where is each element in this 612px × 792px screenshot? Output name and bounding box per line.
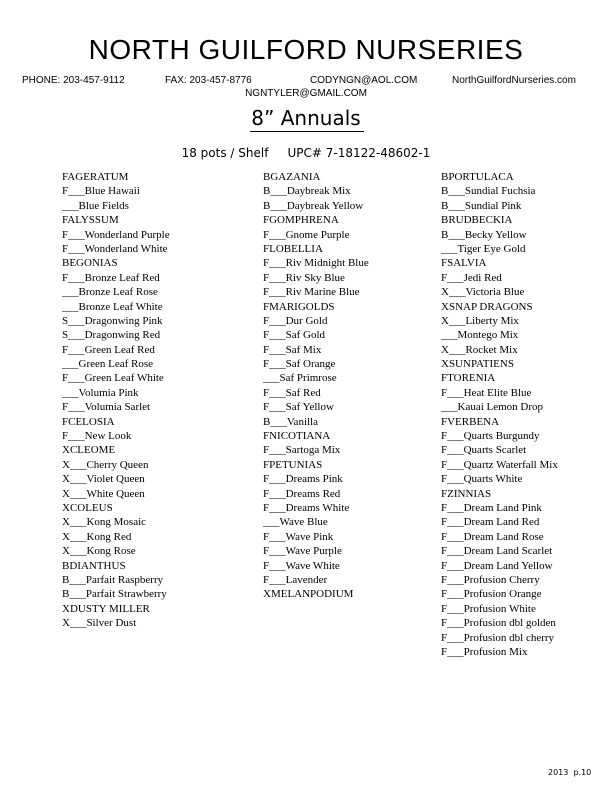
plant-entry: FMARIGOLDS [263,300,335,313]
plant-entry: ___Montego Mix [441,329,519,342]
plant-entry: ___Volumia Pink [62,386,139,399]
plant-entry: F___Dreams White [263,501,350,514]
plant-entry: X___White Queen [62,487,145,500]
plant-entry: X___Victoria Blue [441,286,525,299]
plant-entry: F___Quarts Burgundy [441,430,540,443]
plant-entry: F___Bronze Leaf Red [62,271,160,284]
plant-entry: F___Wave Purple [263,545,342,558]
plant-entry: X___Violet Queen [62,473,145,486]
plant-entry: F___Dream Land Pink [441,501,542,514]
plant-entry: F___Blue Hawaii [62,185,140,198]
plant-entry: FGOMPHRENA [263,214,339,227]
plant-entry: ___Green Leaf Rose [62,358,154,371]
plant-entry: F___Wave Pink [263,530,334,543]
plant-entry: F___Quarts Scarlet [441,444,527,457]
plant-entry: F___Heat Elite Blue [441,386,532,399]
plant-entry: FVERBENA [441,415,500,428]
plant-entry: B___Sundial Fuchsia [441,185,536,198]
plant-entry: ___Wave Blue [263,516,328,529]
plant-entry: FNICOTIANA [263,430,331,443]
plant-entry: F___Quarts White [441,473,523,486]
plant-entry: F___Saf Gold [263,329,326,342]
plant-entry: X___Kong Rose [62,545,136,558]
plant-entry: F___Riv Midnight Blue [263,257,369,270]
plant-entry: XSUNPATIENS [441,358,514,371]
plant-entry: B___Sundial Pink [441,199,522,212]
plant-entry: BRUDBECKIA [441,214,513,227]
plant-entry: FLOBELLIA [263,242,323,255]
plant-entry: B___Vanilla [263,415,318,428]
plant-entry: F___Dreams Red [263,487,341,500]
fax-number: FAX: 203-457-8776 [165,75,252,86]
plant-entry: BPORTULACA [441,171,514,183]
plant-entry: ___Blue Fields [62,199,129,212]
plant-entry: BEGONIAS [62,257,118,270]
section-subtitle: 8” Annuals [251,106,361,130]
plant-entry: F___Riv Sky Blue [263,271,345,284]
plant-entry: X___Kong Mosaic [62,516,147,529]
plant-entry: F___Volumia Sarlet [62,401,151,414]
subtitle-underline [250,131,364,132]
plant-entry: FCELOSIA [62,415,115,428]
plant-entry: FAGERATUM [62,171,129,183]
plant-entry: F___Wonderland Purple [62,228,170,241]
pots-per-shelf: 18 pots / Shelf [181,146,269,160]
page-footer [548,768,591,777]
plant-entry: FTORENIA [441,372,496,385]
plant-entry: F___Dur Gold [263,314,328,327]
plant-entry: ___Tiger Eye Gold [441,242,526,255]
plant-entry: F___Dreams Pink [263,473,343,486]
plant-entry: FPETUNIAS [263,458,323,471]
plant-entry: BDIANTHUS [62,559,126,572]
plant-entry: ___Kauai Lemon Drop [441,401,544,414]
plant-entry: F___Gnome Purple [263,228,350,241]
plant-entry: F___Saf Yellow [263,401,334,414]
plant-entry: F___Lavender [263,573,328,586]
website: NorthGuilfordNurseries.com [452,75,576,86]
plant-entry: F___Profusion dbl cherry [441,631,555,644]
plant-entry: F___Green Leaf Red [62,343,155,356]
plant-entry: ___Bronze Leaf Rose [62,286,158,299]
plant-entry: FALYSSUM [62,214,119,227]
plant-entry: X___Silver Dust [62,617,137,630]
plant-entry: F___Dream Land Scarlet [441,545,553,558]
plant-entry: S___Dragonwing Red [62,329,161,342]
plant-entry: FZINNIAS [441,487,492,500]
plant-entry: B___Parfait Strawberry [62,588,167,601]
plant-entry: F___Green Leaf White [62,372,164,385]
plant-entry: F___Saf Orange [263,358,336,371]
plant-entry: XMELANPODIUM [263,588,354,601]
page-title: NORTH GUILFORD NURSERIES [88,34,524,65]
pots-upc-line [0,146,612,160]
plant-entry: X___Cherry Queen [62,458,149,471]
plant-entry: ___Bronze Leaf White [62,300,163,313]
plant-entry: F___Profusion dbl golden [441,617,556,630]
phone-number: PHONE: 203-457-9112 [22,75,125,86]
plant-entry: ___Saf Primrose [263,372,337,385]
plant-entry: F___Saf Mix [263,343,322,356]
plant-entry: X___Rocket Mix [441,343,518,356]
plant-entry: FSALVIA [441,257,487,270]
plant-entry: F___Dream Land Red [441,516,540,529]
footer-page: p.10 [573,768,592,777]
plant-entry: XDUSTY MILLER [62,602,150,615]
plant-entry: XSNAP DRAGONS [441,300,533,313]
plant-entry: B___Daybreak Mix [263,185,351,198]
plant-entry: XCOLEUS [62,501,113,514]
plant-entry: F___Dream Land Rose [441,530,544,543]
plant-entry: F___Wave White [263,559,340,572]
email-secondary: NGNTYLER@GMAIL.COM [245,88,367,99]
plant-entry: F___Profusion Mix [441,645,528,658]
plant-entry: BGAZANIA [263,171,321,183]
plant-entry: S___Dragonwing Pink [62,314,163,327]
plant-entry: XCLEOME [62,444,116,457]
plant-entry: B___Daybreak Yellow [263,199,364,212]
plant-entry: F___Dream Land Yellow [441,559,553,572]
plant-entry: F___Quartz Waterfall Mix [441,458,558,471]
email-primary: CODYNGN@AOL.COM [310,75,418,86]
plant-entry: B___Becky Yellow [441,228,527,241]
plant-column-3 [441,170,558,659]
plant-entry: X___Liberty Mix [441,314,519,327]
plant-entry: F___Profusion White [441,602,536,615]
plant-entry: F___Saf Red [263,386,321,399]
plant-entry: F___Wonderland White [62,242,168,255]
plant-entry: F___Profusion Cherry [441,573,540,586]
plant-entry: F___New Look [62,430,132,443]
plant-entry: F___Riv Marine Blue [263,286,360,299]
plant-column-2 [263,170,369,602]
footer-year: 2013 [548,768,569,777]
plant-entry: F___Sartoga Mix [263,444,341,457]
plant-column-1 [62,170,170,631]
plant-entry: X___Kong Red [62,530,132,543]
plant-entry: F___Profusion Orange [441,588,542,601]
plant-entry: B___Parfait Raspberry [62,573,164,586]
plant-entry: F___Jedi Red [441,271,502,284]
upc-code: UPC# 7-18122-48602-1 [287,146,431,160]
